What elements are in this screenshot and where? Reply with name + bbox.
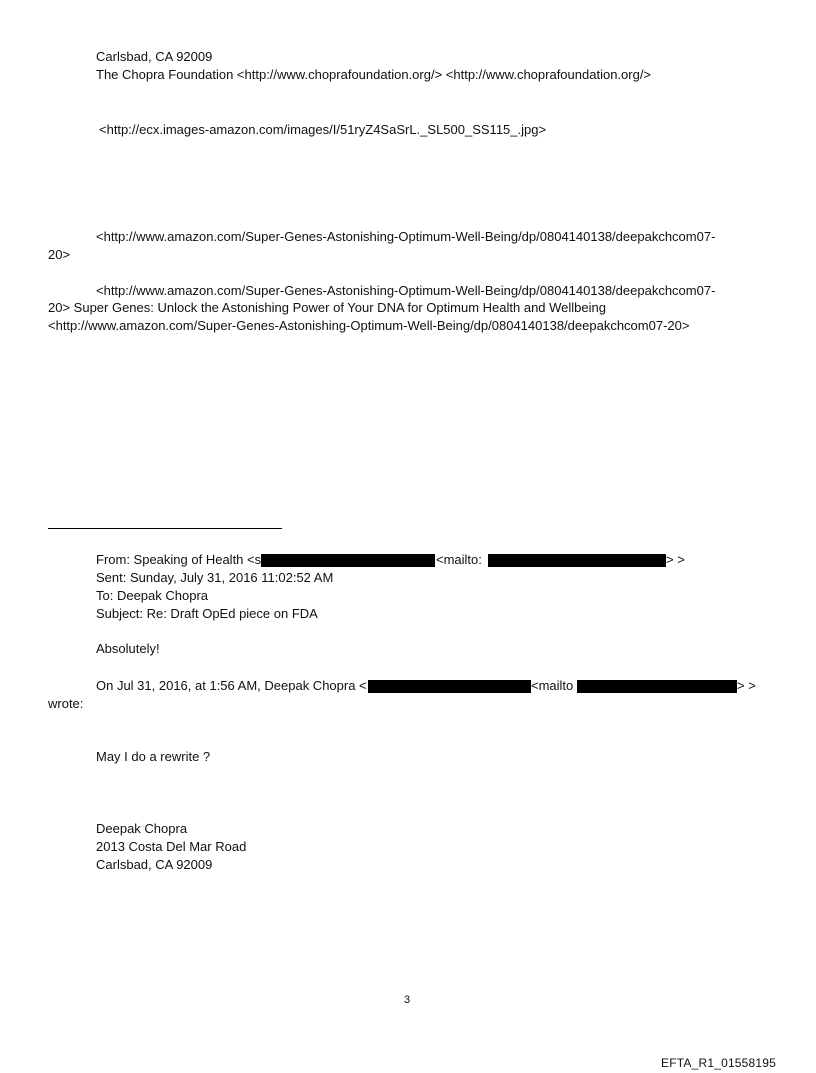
bates-number: EFTA_R1_01558195: [661, 1056, 777, 1070]
redaction-box: [577, 680, 737, 693]
amazon-link-2b: 20> Super Genes: Unlock the Astonishing Power of Your DNA for Optimum Health and Wellbeing: [48, 300, 606, 315]
quote-mailto: <mailto: [531, 678, 574, 693]
redaction-box: [261, 554, 435, 567]
image-link-line: <http://ecx.images-amazon.com/images/I/51ryZ4SaSrL._SL500_SS115_.jpg>: [99, 122, 547, 137]
from-line-suffix: > >: [666, 552, 685, 567]
separator-rule: [48, 528, 282, 529]
subject-line: Subject: Re: Draft OpEd piece on FDA: [96, 606, 318, 621]
amazon-link-2c: <http://www.amazon.com/Super-Genes-Astonishing-Optimum-Well-Being/dp/0804140138/deepakchcom07-20>: [48, 318, 690, 333]
foundation-line: The Chopra Foundation <http://www.choprafoundation.org/> <http://www.choprafoundation.org/>: [96, 67, 652, 82]
quote-header-prefix: On Jul 31, 2016, at 1:56 AM, Deepak Chopra <: [96, 678, 367, 693]
body-text: Absolutely!: [96, 641, 160, 656]
from-line-prefix: From: Speaking of Health <s: [96, 552, 262, 567]
signature-street: 2013 Costa Del Mar Road: [96, 839, 247, 854]
redaction-box: [488, 554, 666, 567]
amazon-link-1a: <http://www.amazon.com/Super-Genes-Astonishing-Optimum-Well-Being/dp/0804140138/deepakchcom07-: [96, 229, 716, 244]
signature-name: Deepak Chopra: [96, 821, 188, 836]
signature-city: Carlsbad, CA 92009: [96, 857, 213, 872]
quote-header-suffix: > >: [737, 678, 756, 693]
sent-line: Sent: Sunday, July 31, 2016 11:02:52 AM: [96, 570, 334, 585]
redaction-box: [368, 680, 531, 693]
question-line: May I do a rewrite ?: [96, 749, 211, 764]
to-line: To: Deepak Chopra: [96, 588, 209, 603]
page-number: 3: [404, 994, 411, 1006]
amazon-link-1b: 20>: [48, 247, 71, 262]
from-mailto: <mailto:: [436, 552, 482, 567]
amazon-link-2a: <http://www.amazon.com/Super-Genes-Astonishing-Optimum-Well-Being/dp/0804140138/deepakchcom07-: [96, 283, 716, 298]
city-line: Carlsbad, CA 92009: [96, 49, 213, 64]
wrote-line: wrote:: [48, 696, 84, 711]
